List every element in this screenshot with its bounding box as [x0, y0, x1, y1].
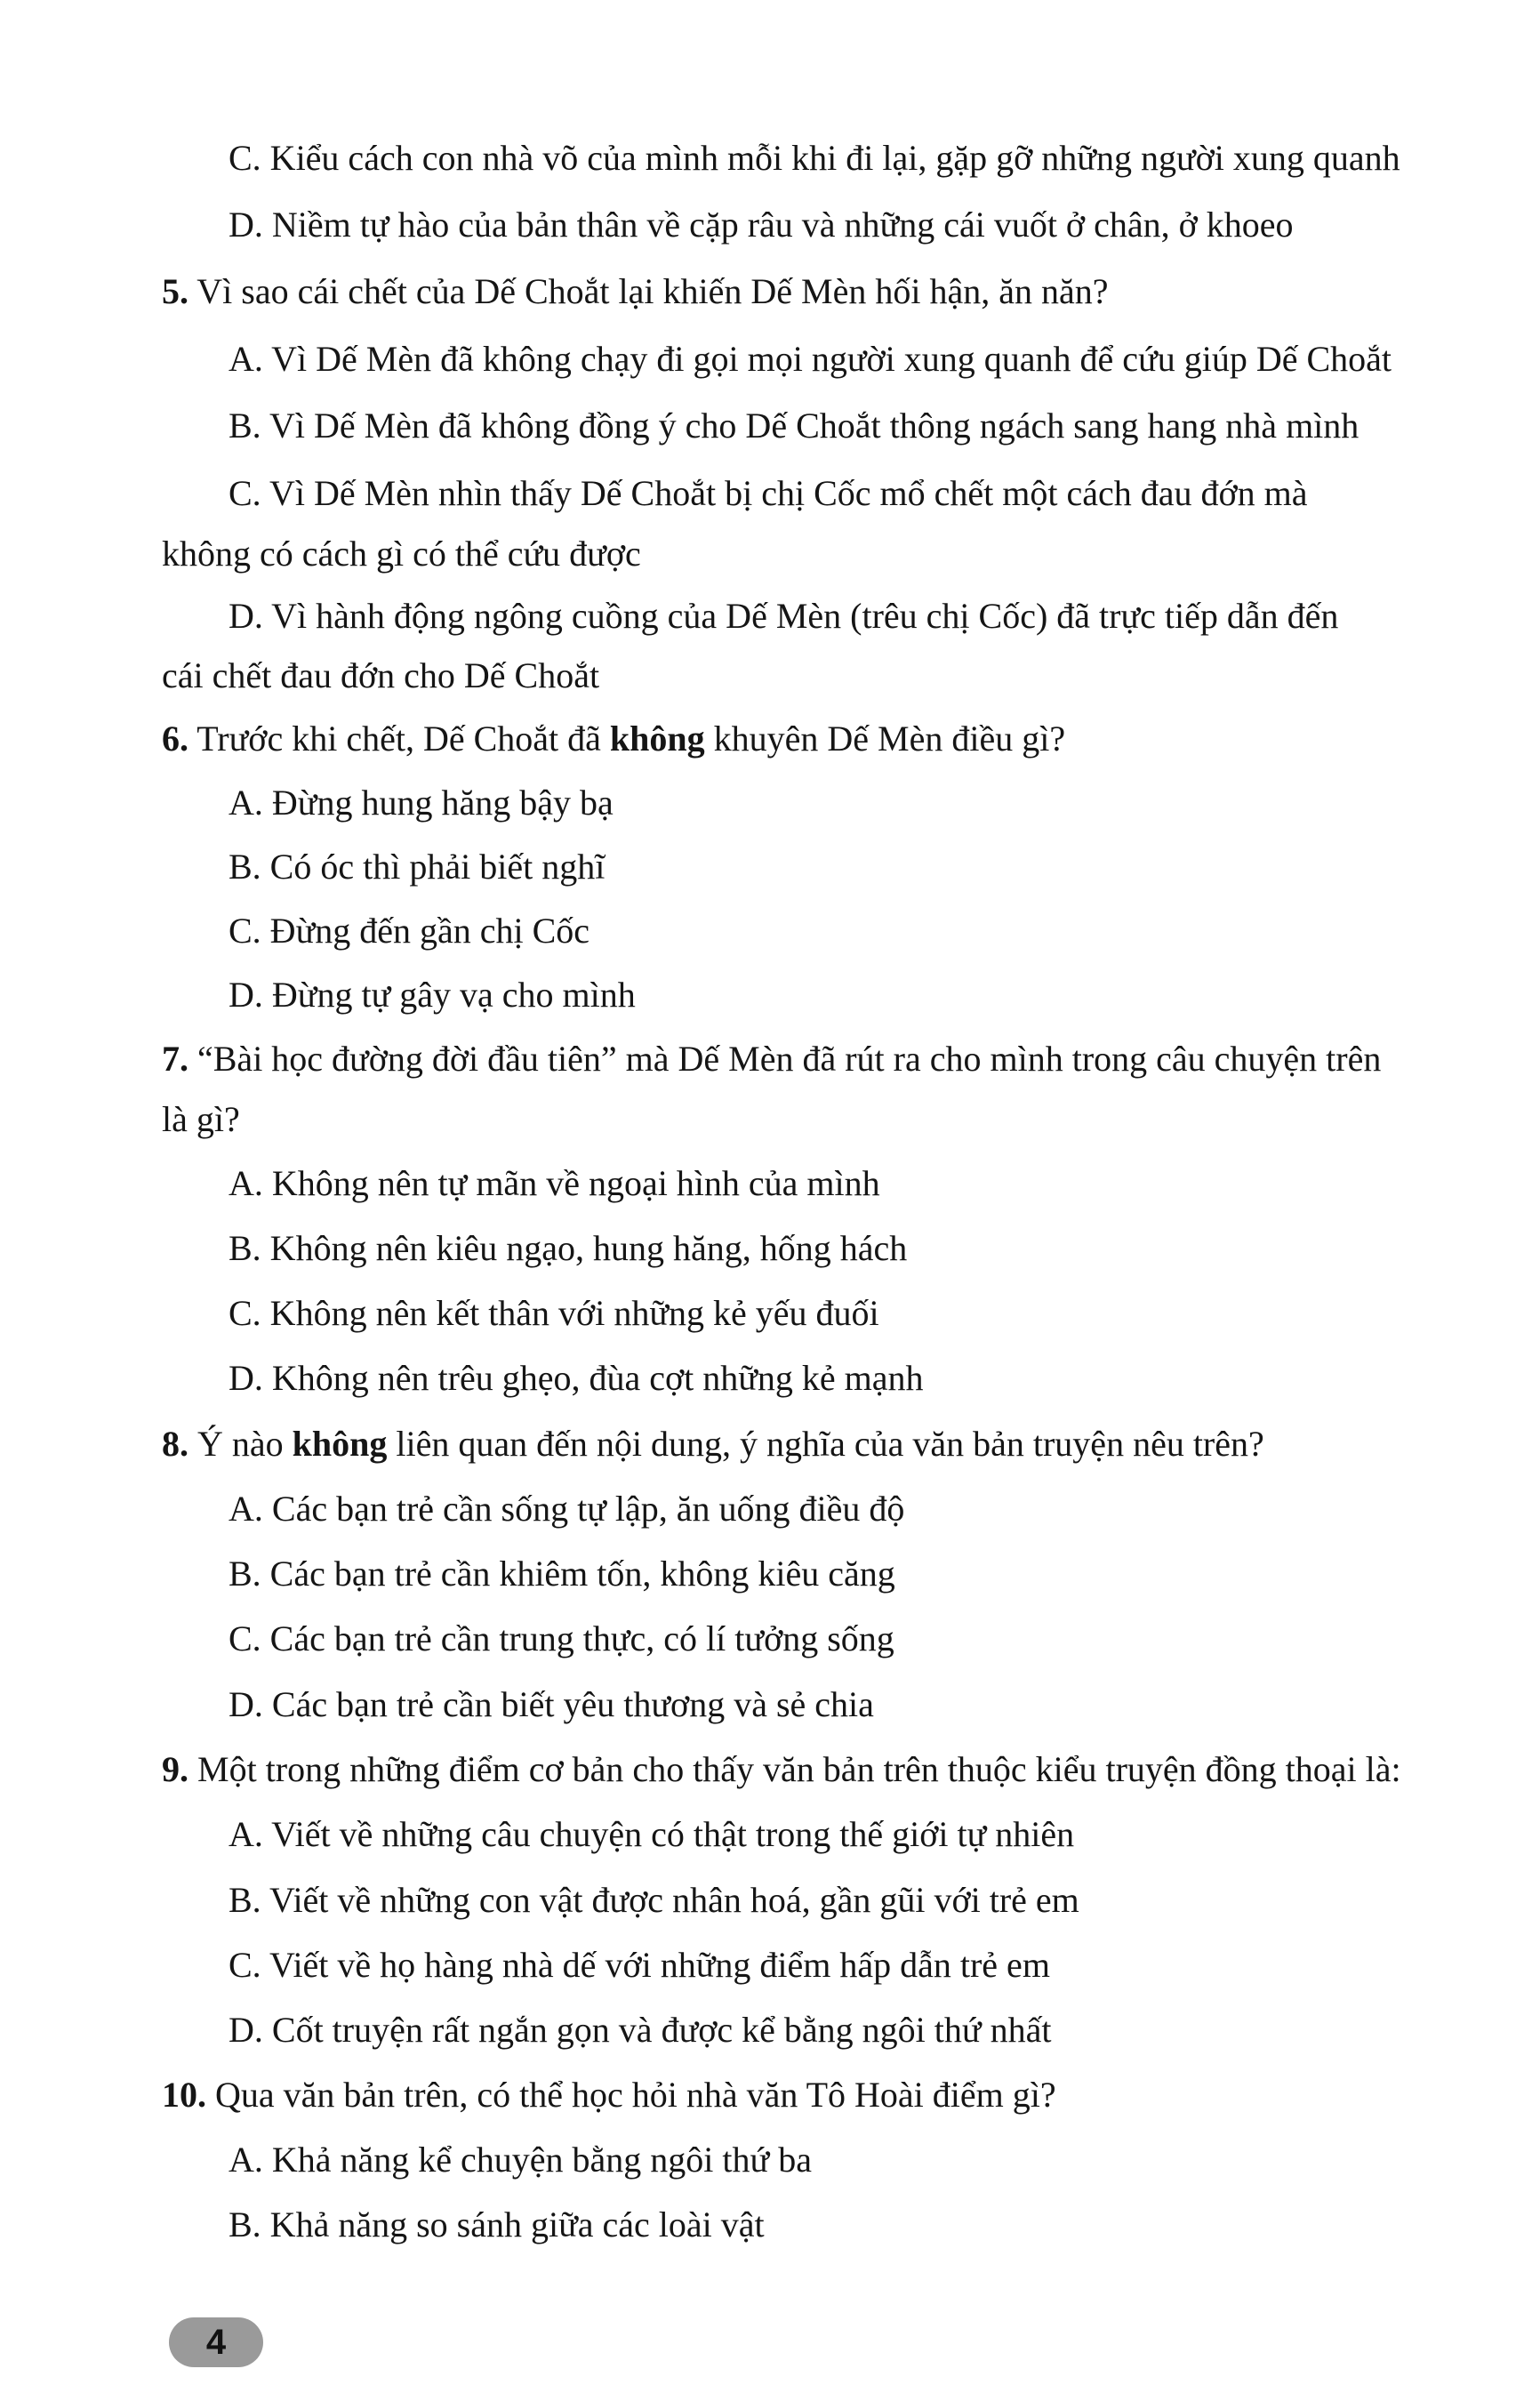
page-number-badge: 4 — [169, 2317, 263, 2367]
question-6-text-post: khuyên Dế Mèn điều gì? — [713, 719, 1066, 759]
question-8-text-pre: Ý nào — [197, 1424, 284, 1464]
q8-option-c: C. Các bạn trẻ cần trung thực, có lí tưởng sống — [229, 1618, 894, 1658]
q5-option-d-line-1: D. Vì hành động ngông cuồng của Dế Mèn (trêu chị Cốc) đã trực tiếp dẫn đến — [229, 596, 1339, 636]
question-5-number: 5. — [162, 271, 188, 311]
q6-option-d: D. Đừng tự gây vạ cho mình — [229, 975, 636, 1015]
q9-option-b: B. Viết về những con vật được nhân hoá, gần gũi với trẻ em — [229, 1880, 1079, 1920]
question-6-text-pre: Trước khi chết, Dế Choắt đã — [197, 719, 601, 759]
question-9-text: Một trong những điểm cơ bản cho thấy văn bản trên thuộc kiểu truyện đồng thoại là: — [197, 1749, 1401, 1789]
q4-option-c: C. Kiểu cách con nhà võ của mình mỗi khi đi lại, gặp gỡ những người xung quanh — [229, 138, 1400, 178]
q8-option-d: D. Các bạn trẻ cần biết yêu thương và sẻ chia — [229, 1684, 874, 1724]
q5-option-c-line-1: C. Vì Dế Mèn nhìn thấy Dế Choắt bị chị Cốc mổ chết một cách đau đớn mà — [229, 473, 1308, 513]
question-10 — [162, 2070, 1056, 2120]
question-7-line-1 — [162, 1034, 1381, 1084]
q6-option-c: C. Đừng đến gần chị Cốc — [229, 911, 590, 951]
q7-option-a: A. Không nên tự mãn về ngoại hình của mình — [229, 1163, 880, 1203]
question-6 — [162, 714, 1065, 764]
q4-option-d: D. Niềm tự hào của bản thân về cặp râu và những cái vuốt ở chân, ở khoeo — [229, 205, 1294, 245]
question-6-emphasis: không — [609, 719, 705, 759]
question-9-number: 9. — [162, 1749, 188, 1789]
question-10-number: 10. — [162, 2075, 206, 2115]
question-10-text: Qua văn bản trên, có thể học hỏi nhà văn Tô Hoài điểm gì? — [215, 2075, 1056, 2115]
question-7-number: 7. — [162, 1039, 188, 1079]
q10-option-a: A. Khả năng kể chuyện bằng ngôi thứ ba — [229, 2140, 812, 2180]
q6-option-a: A. Đừng hung hăng bậy bạ — [229, 783, 614, 823]
question-6-number: 6. — [162, 719, 188, 759]
question-7-text: “Bài học đường đời đầu tiên” mà Dế Mèn đã rút ra cho mình trong câu chuyện trên — [197, 1039, 1382, 1079]
question-7-line-2: là gì? — [162, 1099, 240, 1139]
q7-option-d: D. Không nên trêu ghẹo, đùa cợt những kẻ mạnh — [229, 1358, 924, 1398]
question-5-text: Vì sao cái chết của Dế Choắt lại khiến Dế Mèn hối hận, ăn năn? — [197, 271, 1109, 311]
question-8-emphasis: không — [292, 1424, 388, 1464]
question-9 — [162, 1745, 1401, 1795]
q5-option-b: B. Vì Dế Mèn đã không đồng ý cho Dế Choắt thông ngách sang hang nhà mình — [229, 406, 1360, 446]
q5-option-c-line-2: không có cách gì có thể cứu được — [162, 534, 641, 574]
q9-option-d: D. Cốt truyện rất ngắn gọn và được kể bằng ngôi thứ nhất — [229, 2010, 1052, 2050]
q9-option-c: C. Viết về họ hàng nhà dế với những điểm hấp dẫn trẻ em — [229, 1945, 1050, 1985]
question-5 — [162, 267, 1108, 317]
q7-option-b: B. Không nên kiêu ngạo, hung hăng, hống hách — [229, 1228, 908, 1268]
q6-option-b: B. Có óc thì phải biết nghĩ — [229, 847, 606, 887]
q10-option-b: B. Khả năng so sánh giữa các loài vật — [229, 2204, 765, 2244]
q8-option-a: A. Các bạn trẻ cần sống tự lập, ăn uống điều độ — [229, 1489, 905, 1529]
q9-option-a: A. Viết về những câu chuyện có thật trong thế giới tự nhiên — [229, 1814, 1075, 1854]
q8-option-b: B. Các bạn trẻ cần khiêm tốn, không kiêu căng — [229, 1554, 895, 1594]
question-8-text-post: liên quan đến nội dung, ý nghĩa của văn bản truyện nêu trên? — [396, 1424, 1264, 1464]
q5-option-a: A. Vì Dế Mèn đã không chạy đi gọi mọi người xung quanh để cứu giúp Dế Choắt — [229, 339, 1392, 379]
q7-option-c: C. Không nên kết thân với những kẻ yếu đuối — [229, 1293, 879, 1333]
q5-option-d-line-2: cái chết đau đớn cho Dế Choắt — [162, 655, 600, 695]
question-8-number: 8. — [162, 1424, 188, 1464]
question-8 — [162, 1419, 1264, 1469]
